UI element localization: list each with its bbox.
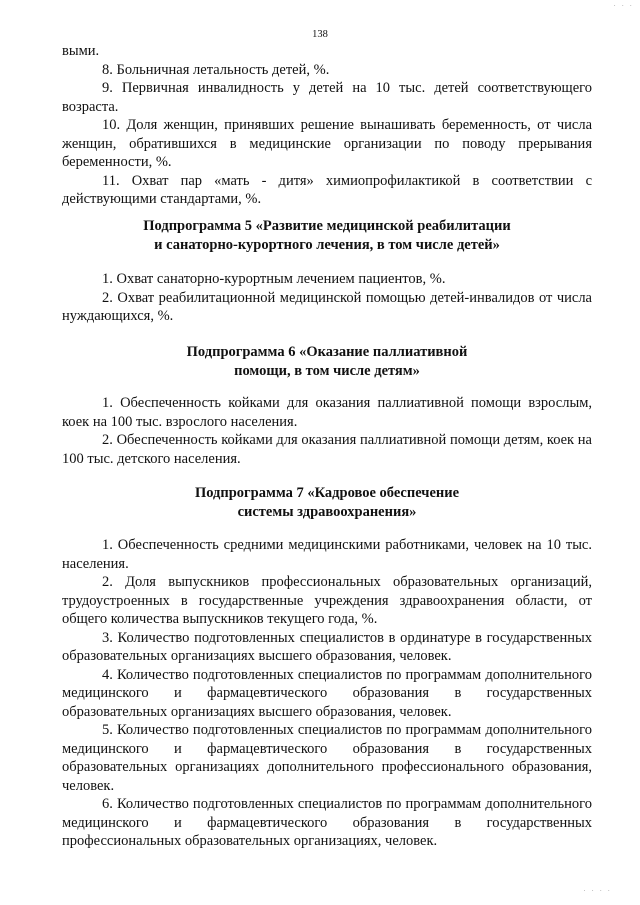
page-number: 138 [312, 29, 328, 40]
list-item: 11. Охват пар «мать - дитя» химиопрофилактикой в соответствии с действующими стандартами, %. [62, 172, 592, 207]
subprogram-6-indicators [62, 394, 592, 468]
list-item: 4. Количество подготовленных специалистов по программам дополнительного медицинского и фармацевтического образования в государственных образовательных организациях высшего образования, человек. [62, 666, 592, 720]
subprogram-5-indicators [62, 270, 592, 326]
list-item: 3. Количество подготовленных специалистов в ординатуре в государственных образовательных организациях высшего образования, человек. [62, 629, 592, 664]
list-item: 5. Количество подготовленных специалистов по программам дополнительного медицинского и фармацевтического образования в государственных образовательных организациях дополнительного профессионального образования, человек. [62, 722, 592, 794]
subprogram-7-heading [62, 484, 592, 521]
list-item: 1. Охват санаторно-курортным лечением пациентов, %. [102, 271, 446, 287]
subprogram-5-heading [62, 217, 592, 254]
scan-corner-mark: · · · [613, 2, 634, 10]
list-item: 2. Обеспеченность койками для оказания паллиативной помощи детям, коек на 100 тыс. детского населения. [62, 432, 592, 467]
list-item: 2. Доля выпускников профессиональных образовательных организаций, трудоустроенных в государственные учреждения здравоохранения области, от общего количества выпускников текущего года, %. [62, 574, 592, 627]
list-item: 1. Обеспеченность койками для оказания паллиативной помощи взрослым, коек на 100 тыс. взрослого населения. [62, 395, 592, 430]
list-item: 8. Больничная летальность детей, %. [102, 61, 330, 78]
list-item: 1. Обеспеченность средними медицинскими работниками, человек на 10 тыс. населения. [62, 537, 592, 572]
heading-line: системы здравоохранения» [237, 503, 417, 520]
list-item: 2. Охват реабилитационной медицинской помощью детей-инвалидов от числа нуждающихся, %. [62, 289, 592, 324]
heading-line: помощи, в том числе детям» [234, 362, 420, 379]
subprogram-7-indicators [62, 536, 592, 851]
heading-line: Подпрограмма 5 «Развитие медицинской реабилитации [143, 218, 511, 234]
heading-line: Подпрограмма 7 «Кадровое обеспечение [194, 485, 460, 501]
continuation-text: выми. [62, 43, 100, 59]
scan-footer-mark: · · · · [583, 887, 612, 895]
list-item: 9. Первичная инвалидность у детей на 10 тыс. детей соответствующего возраста. [62, 80, 592, 115]
heading-line: Подпрограмма 6 «Оказание паллиативной [186, 344, 468, 360]
list-item: 10. Доля женщин, принявших решение вынашивать беременность, от числа женщин, обратившихся в медицинские организации по поводу прерывания беременности, %. [62, 117, 592, 170]
heading-line: и санаторно-курортного лечения, в том числе детей» [154, 236, 500, 253]
subprogram-6-heading [62, 343, 592, 380]
list-item: 6. Количество подготовленных специалистов по программам дополнительного медицинского и фармацевтического образования в государственных профессиональных образовательных организациях, человек. [62, 796, 592, 849]
indicator-list-continued [62, 42, 592, 209]
